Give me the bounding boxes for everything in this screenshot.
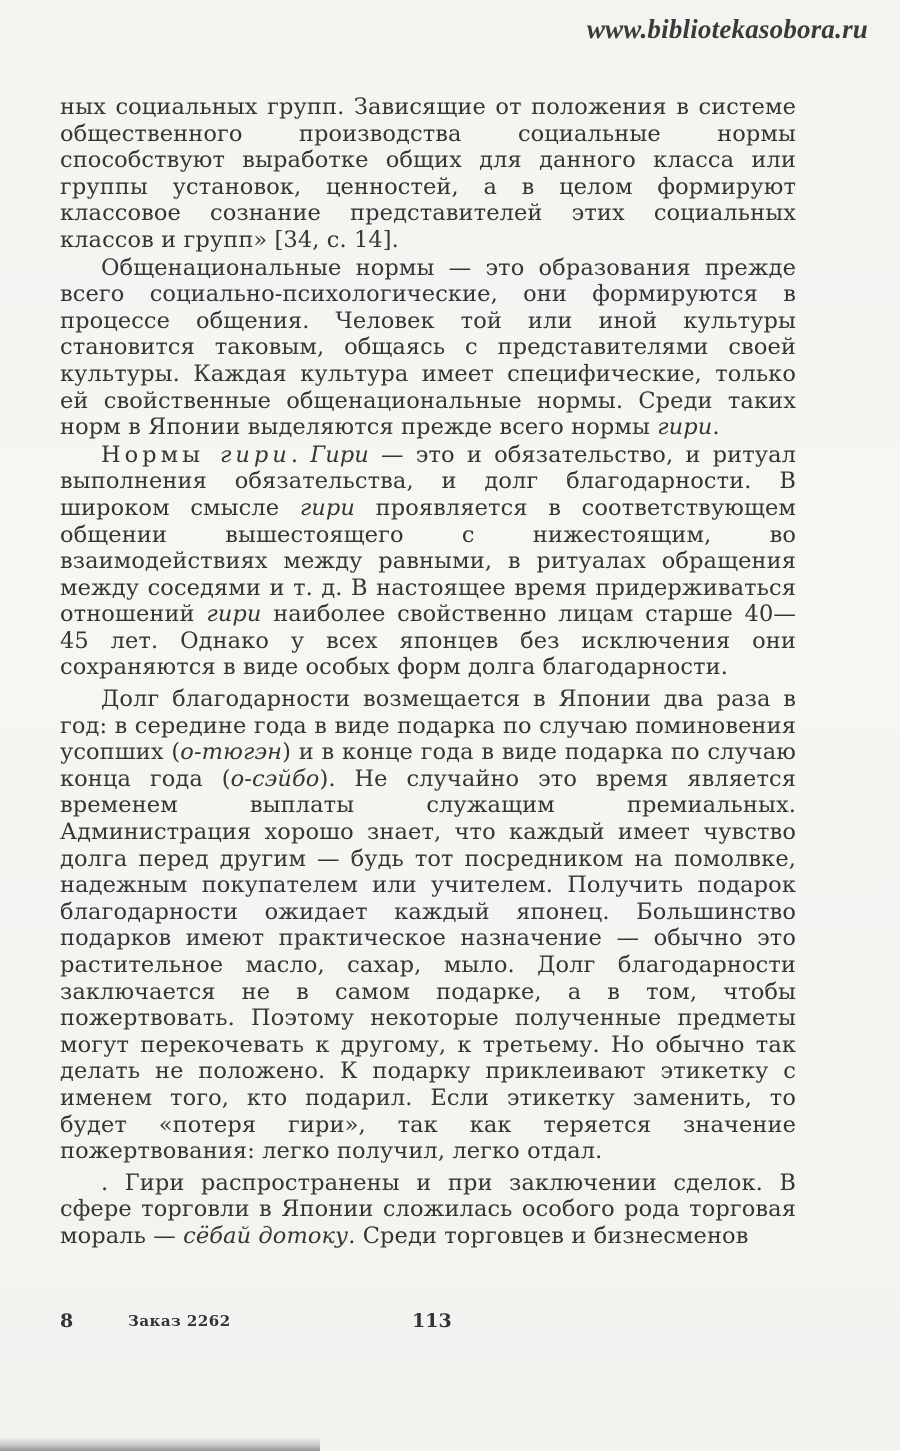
paragraph-text: Общенациональные нормы — это образования прежде всего социально-психологические, они формируются в процессе общения. Человек той или иной культуры становится таковым, общаясь с представителями своей культуры. Каждая культура имеет специфические, только ей свойственные общенациональные нормы. Среди таких норм в Японии выделяются прежде всего нормы [60,254,796,441]
page-footer [60,1310,796,1340]
term-giri: гири [299,494,355,521]
page-number: 113 [412,1310,452,1332]
paragraph-giri-norms [60,442,796,681]
paragraph-text: . Гири распространены и при заключении сделок. В сфере торговли в Японии сложилась особого рода торговая мораль — [60,1169,796,1249]
scan-edge-shadow [0,1437,320,1451]
paragraph-national-norms [60,255,796,441]
paragraph-text: ). Не случайно это время является временем выплаты служащим премиальных. Администрация хорошо знает, что каждый имеет чувство долга перед другим — будь тот посредником на помолвке, надежным покупателем или учителем. Получить подарок благодарности ожидает каждый японец. Большинство подарков имеют практическое назначение — обычно это растительное масло, сахар, мыло. Долг благодарности заключается не в самом подарке, а в том, чтобы пожертвовать. Поэтому некоторые полученные предметы могут перекочевать к другому, к третьему. Но обычно так делать не положено. К подарку приклеивают этикетку с именем того, кто подарил. Если этикетку заменить, то будет «потеря гири», так как теряется значение пожертвования: легко получил, легко отдал. [60,765,796,1165]
body-text [60,94,796,1250]
site-watermark: www.bibliotekasobora.ru [586,14,868,44]
signature-mark: 8 [60,1310,74,1332]
section-lead-term: гири [220,441,291,468]
print-order: Заказ 2262 [128,1312,231,1330]
paragraph-continuation: ных социальных групп. Зависящие от положения в системе общественного производства социальные нормы способствуют выработке общих для данного класса или группы установок, ценностей, а в целом формируют классовое сознание представителей этих социальных классов и групп» [34, с. 14]. [60,94,796,253]
paragraph-text: наиболее свойственно лицам старше 40—45 лет. Однако у всех японцев без исключения они сохраняются в виде особых форм долга благодарности. [60,601,796,681]
paragraph-text: . [290,441,311,468]
paragraph-text: Долг благодарности возмещается в Японии два раза в год: в середине года в виде подарка по случаю поминовения усопших ( [60,686,796,766]
paragraph-text: — это и обязательство, и ритуал выполнения обязательства, и долг благодарности. В широком смысле [60,441,796,521]
term-giri: гири [206,601,262,628]
term-giri: гири [657,414,713,441]
paragraph-text: . [712,414,720,441]
paragraph-gratitude [60,686,796,1165]
section-lead: Нормы [101,441,221,468]
paragraph-text: ) и в конце года в виде подарка по случаю конца года ( [60,739,796,792]
term-o-tyugen: о-тюгэн [180,739,283,766]
term-sebai-dotoku: сёбай дотоку [183,1222,349,1249]
term-o-seibo: о-сэйбо [230,765,320,792]
paragraph-text: . Среди торговцев и бизнесменов [348,1222,749,1249]
paragraph-text: проявляется в соответствующем общении вышестоящего с нижестоящим, во взаимодействиях между равными, в ритуалах обращения между соседями и т. д. В настоящее время придерживаться отношений [60,494,797,628]
term-giri: Гири [310,441,369,468]
paragraph-trade [60,1170,796,1250]
